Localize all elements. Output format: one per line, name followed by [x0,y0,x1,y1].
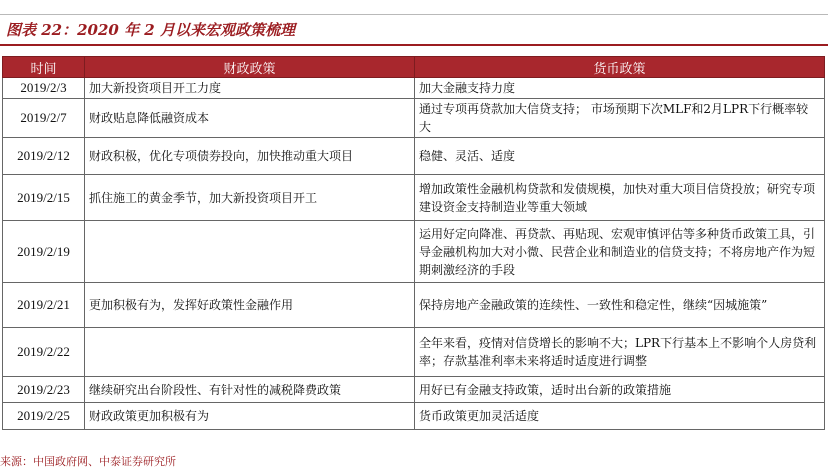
title-underline [0,44,828,46]
monetary-cell: 全年来看，疫情对信贷增长的影响不大；LPR下行基本上不影响个人房贷利率；存款基准利率未来将适时适度进行调整 [415,328,825,377]
fiscal-cell [85,221,415,283]
header-date: 时间 [3,57,85,78]
date-cell: 2019/2/22 [3,328,85,377]
table-row [3,221,825,283]
monetary-cell: 保持房地产金融政策的连续性、一致性和稳定性，继续“因城施策” [415,283,825,328]
source-note: 来源：中国政府网、中泰证券研究所 [0,455,176,468]
monetary-cell: 货币政策更加灵活适度 [415,403,825,430]
fiscal-cell: 财政积极，优化专项债券投向，加快推动重大项目 [85,138,415,175]
monetary-cell: 增加政策性金融机构贷款和发债规模，加快对重大项目信贷投放；研究专项建设资金支持制造业等重大领域 [415,175,825,221]
table-row [3,283,825,328]
date-cell: 2019/2/23 [3,377,85,403]
figure-title: 图表 22：2020 年 2 月以来宏观政策梳理 [6,21,295,39]
monetary-cell: 稳健、灵活、适度 [415,138,825,175]
table-row [3,138,825,175]
header-fiscal: 财政政策 [85,57,415,78]
monetary-cell: 通过专项再贷款加大信贷支持； 市场预期下次MLF和2月LPR下行概率较大 [415,99,825,138]
fiscal-cell: 更加积极有为，发挥好政策性金融作用 [85,283,415,328]
fiscal-cell: 财政政策更加积极有为 [85,403,415,430]
date-cell: 2019/2/15 [3,175,85,221]
date-cell: 2019/2/21 [3,283,85,328]
table-row [3,175,825,221]
fiscal-cell: 财政贴息降低融资成本 [85,99,415,138]
date-cell: 2019/2/3 [3,78,85,99]
fiscal-cell: 继续研究出台阶段性、有针对性的减税降费政策 [85,377,415,403]
header-monetary: 货币政策 [415,57,825,78]
date-cell: 2019/2/7 [3,99,85,138]
table-row [3,377,825,403]
monetary-cell: 用好已有金融支持政策，适时出台新的政策措施 [415,377,825,403]
date-cell: 2019/2/12 [3,138,85,175]
policy-table [2,56,825,430]
table-row [3,78,825,99]
monetary-cell: 加大金融支持力度 [415,78,825,99]
top-divider [0,14,828,15]
fiscal-cell: 抓住施工的黄金季节，加大新投资项目开工 [85,175,415,221]
table-row [3,328,825,377]
fiscal-cell [85,328,415,377]
date-cell: 2019/2/19 [3,221,85,283]
table-row [3,99,825,138]
table-row [3,403,825,430]
date-cell: 2019/2/25 [3,403,85,430]
monetary-cell: 运用好定向降准、再贷款、再贴现、宏观审慎评估等多种货币政策工具，引导金融机构加大对小微、民营企业和制造业的信贷支持；不将房地产作为短期刺激经济的手段 [415,221,825,283]
table-header-row [3,57,825,78]
fiscal-cell: 加大新投资项目开工力度 [85,78,415,99]
